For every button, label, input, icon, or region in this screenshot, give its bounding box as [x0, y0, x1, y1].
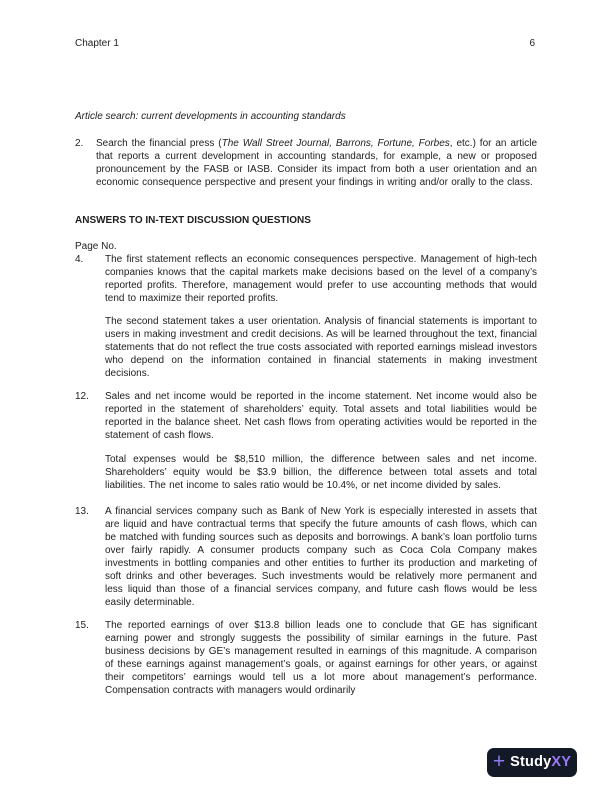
- item-text: [105, 619, 537, 697]
- item-text: [96, 137, 537, 189]
- logo-text-xy: XY: [551, 754, 572, 771]
- studyxy-logo: [487, 748, 577, 777]
- discussion-item-13: [75, 505, 537, 609]
- discussion-item-12: [75, 390, 537, 492]
- answers-section-heading: ANSWERS TO IN-TEXT DISCUSSION QUESTIONS: [75, 215, 311, 226]
- item-paragraph: The second statement takes a user orientation. Analysis of financial statements is important to users in making investment and credit decisions. As will be learned throughout the text, financial statements that do not reflect the true costs associated with reported earnings mislead investors who depend on the information contained in financial statements in making investment decisions.: [105, 316, 537, 379]
- item-number: 4.: [75, 254, 84, 265]
- text-run: , etc.) for an article that reports a current development in accounting standards, for example, a new or proposed pronouncement by the FASB or IASB. Consider its impact from both a user orientation and an economic consequence perspective and present your findings in writing and/or orally to the class.: [96, 138, 538, 188]
- page-header: [75, 37, 535, 50]
- item-paragraph: The reported earnings of over $13.8 billion leads one to conclude that GE has significant earning power and strongly suggests the possibility of similar earnings in the future. Past business decisions by GE’s management resulted in earnings of this magnitude. A comparison of these earnings against management’s goals, or against earnings for other years, or against their competitors’ earnings would tell us a lot more about management’s performance. Compensation contracts with managers would ordinarily: [105, 620, 537, 696]
- item-paragraph: A financial services company such as Bank of New York is especially interested in assets that are liquid and have contractual terms that specify the future amounts of cash flows, which can be matched with funding sources such as deposits and borrowings. A bank’s loan portfolio turns over fairly rapidly. A consumer products company such as Coca Cola Company makes investments in bottling companies and other entities to further its production and marketing of soft drinks and other beverages. Such investments would be relatively more permanent and less liquid than those of a financial services company, and future cash flows would be less easily determinable.: [105, 506, 537, 608]
- item-number: 15.: [75, 620, 89, 631]
- discussion-item-4: [75, 253, 537, 380]
- item-paragraph: Sales and net income would be reported in the income statement. Net income would also be reported in the statement of shareholders’ equity. Total assets and total liabilities would be reported in the balance sheet. Net cash flows from operating activities would be reported in the statement of cash flows.: [105, 391, 537, 441]
- journal-names-italic: The Wall Street Journal, Barrons, Fortune, Forbes: [221, 138, 450, 149]
- chapter-label: Chapter 1: [75, 38, 119, 49]
- page-no-label: Page No.: [75, 241, 117, 252]
- item-text: [105, 253, 537, 380]
- item-number: 12.: [75, 391, 89, 402]
- item-number: 13.: [75, 506, 89, 517]
- item-number: 2.: [75, 138, 84, 149]
- text-run: Search the financial press (: [96, 138, 222, 149]
- article-search-heading: Article search: current developments in accounting standards: [75, 111, 346, 122]
- discussion-item-15: [75, 619, 537, 697]
- item-paragraph: [96, 137, 537, 189]
- item-paragraph: Total expenses would be $8,510 million, the difference between sales and net income. Shareholders’ equity would be $3.9 billion, the difference between total assets and total liabilities. The net income to sales ratio would be 10.4%, or net income divided by sales.: [105, 454, 537, 491]
- logo-text-study: Study: [510, 754, 552, 771]
- logo-wordmark: [510, 755, 571, 770]
- item-paragraph: The first statement reflects an economic consequences perspective. Management of high-tech companies knows that the capital markets make decisions based on the level of a company’s reported profits. Therefore, management would prefer to use accounting methods that would tend to maximize their reported profits.: [105, 254, 537, 304]
- item-text: [105, 505, 537, 609]
- item-text: [105, 390, 537, 492]
- plus-icon: +: [492, 750, 506, 773]
- page-content: [75, 110, 537, 697]
- discussion-item-2: [75, 137, 537, 189]
- page-number: 6: [529, 38, 535, 49]
